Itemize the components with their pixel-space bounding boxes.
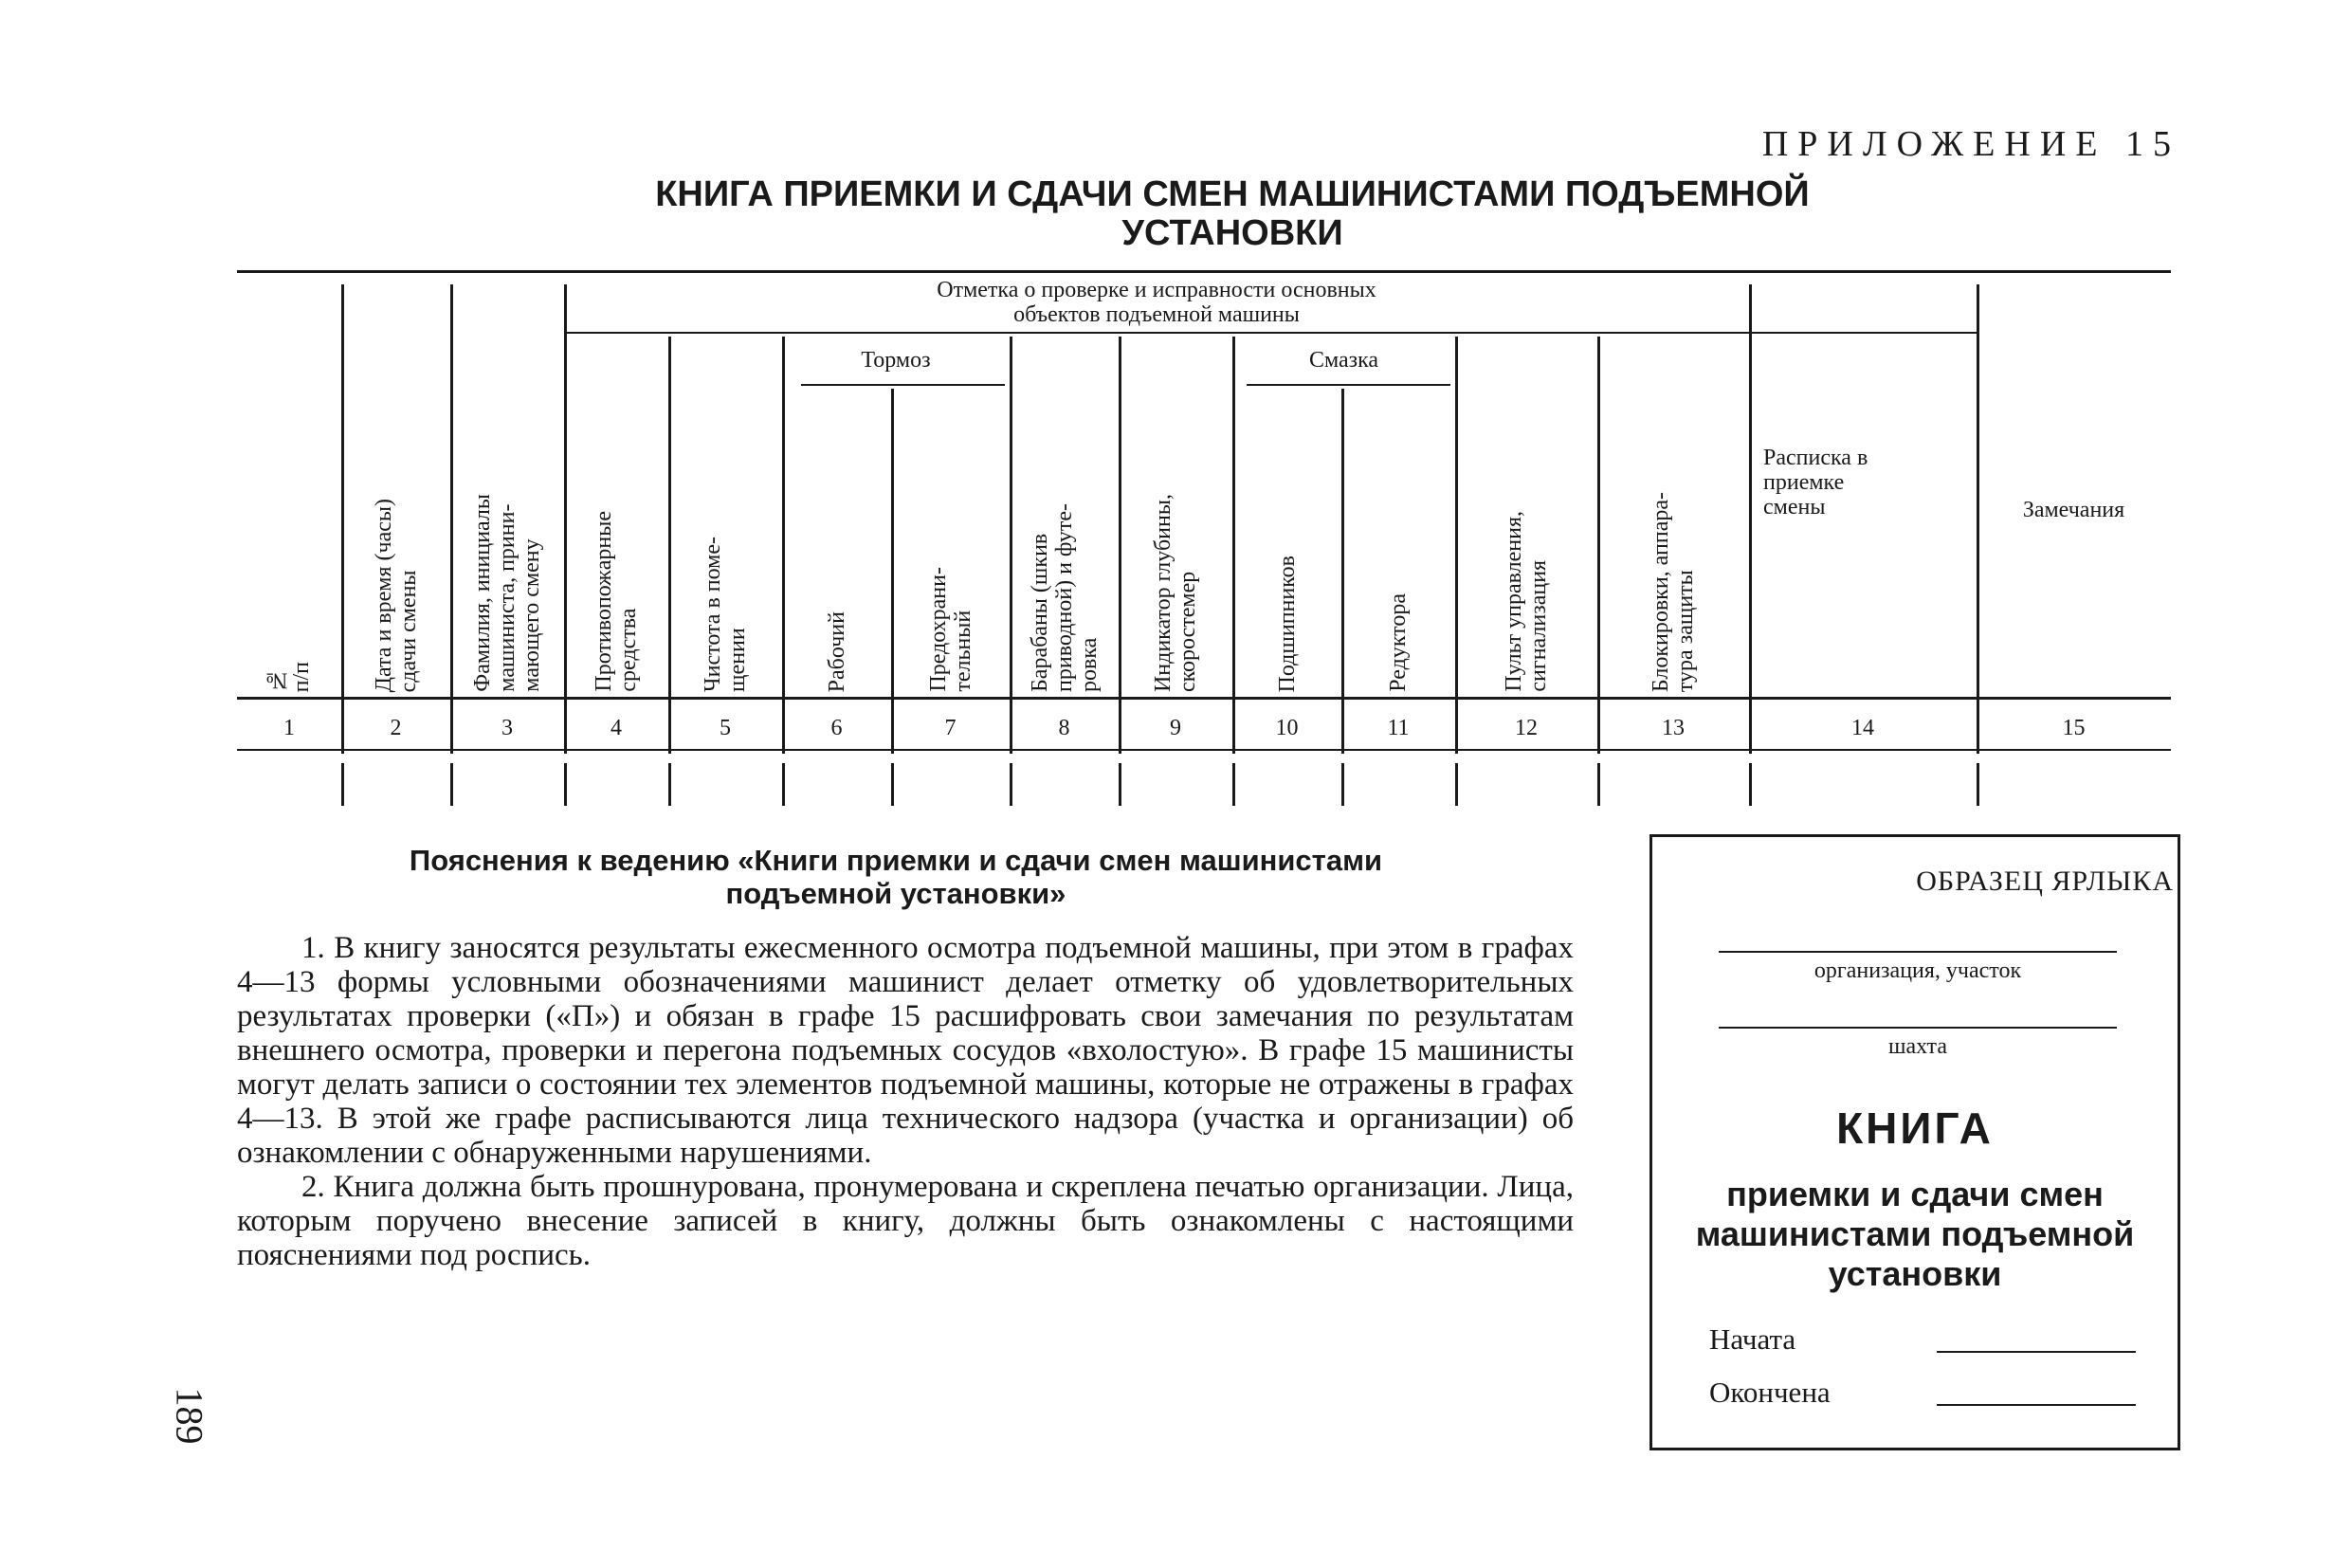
col-number-5: 5	[720, 716, 731, 740]
col-number-8: 8	[1058, 716, 1070, 740]
col-header-14: Расписка в приемке смены	[1763, 446, 1868, 520]
col-number-7: 7	[944, 716, 957, 740]
col-number-2: 2	[390, 716, 402, 740]
col-number-13: 13	[1662, 716, 1685, 740]
col-header-9: Индикатор глубины, скоростемер	[1151, 493, 1200, 692]
col-header-1: № п/п	[264, 661, 314, 692]
lubrication-group-header: Смазка	[1308, 348, 1379, 373]
col-number-1: 1	[283, 716, 295, 740]
col-number-12: 12	[1515, 716, 1538, 740]
col-number-6: 6	[830, 716, 843, 740]
col-header-6: Рабочий	[824, 611, 849, 692]
finished-label: Окончена	[1709, 1376, 1831, 1409]
mine-line	[1719, 1027, 2117, 1029]
col-header-13: Блокировки, аппара- тура защиты	[1649, 491, 1698, 692]
col-header-10: Подшипников	[1274, 555, 1300, 692]
col-number-9: 9	[1170, 716, 1181, 740]
col-header-5: Чистота в поме- щении	[701, 537, 750, 692]
brake-group-header: Тормоз	[861, 348, 931, 373]
explanation-paragraph-2: 2. Книга должна быть прошнурована, пронумерована и скреплена печатью организации. Лица, которым поручено внесение записей в книгу, должны быть ознакомлены с настоящими пояснениями под роспись.	[237, 1170, 1574, 1272]
col-number-15: 15	[2062, 716, 2086, 740]
col-number-3: 3	[501, 716, 513, 740]
title-line-2: УСТАНОВКИ	[1121, 213, 1343, 253]
explanations-section	[237, 844, 1574, 1272]
col-header-7: Предохрани- тельный	[925, 567, 975, 692]
col-number-10: 10	[1275, 716, 1299, 740]
col-header-2: Дата и время (часы) сдачи смены	[371, 498, 421, 692]
label-sample-box	[1649, 834, 2180, 1450]
col-header-12: Пульт управления, сигнализация	[1502, 511, 1551, 692]
col-number-11: 11	[1387, 716, 1410, 740]
col-header-15: Замечания	[2022, 498, 2125, 522]
explanations-title: Пояснения к ведению «Книги приемки и сдачи смен машинистами подъемной установки»	[409, 844, 1383, 910]
started-label: Начата	[1709, 1322, 1796, 1356]
shift-register-table	[237, 270, 2171, 811]
finished-line	[1937, 1404, 2136, 1406]
page-title	[379, 175, 2086, 253]
label-book-word: КНИГА	[1836, 1103, 1994, 1153]
inspection-group-header: Отметка о проверке и исправности основных объектов подъемной машины	[937, 278, 1376, 327]
mine-caption: шахта	[1888, 1034, 1947, 1059]
col-number-14: 14	[1851, 716, 1874, 740]
title-line-1: КНИГА ПРИЕМКИ И СДАЧИ СМЕН МАШИНИСТАМИ ПОДЪЕМНОЙ	[655, 174, 1810, 214]
label-book-subtitle: приемки и сдачи смен машинистами подъемной установки	[1695, 1175, 2135, 1293]
organization-line	[1719, 951, 2117, 953]
started-line	[1937, 1351, 2136, 1353]
label-sample-heading: ОБРАЗЕЦ ЯРЛЫКА	[1916, 866, 2174, 897]
col-header-11: Редуктора	[1386, 593, 1411, 692]
explanation-paragraph-1: 1. В книгу заносятся результаты ежесменного осмотра подъемной машины, при этом в графах 4—13 формы условными обозначениями машинист делает отметку об удовлетворительных результатах проверки («П») и обязан в графе 15 расшифровать свои замечания по результатам внешнего осмотра, проверки и перегона подъемных сосудов «вхолостую». В графе 15 машинисты могут делать записи о состоянии тех элементов подъемной машины, которые не отражены в графах 4—13. В этой же графе расписываются лица технического надзора (участка и организации) об ознакомлении с обнаруженными нарушениями.	[237, 931, 1574, 1170]
col-header-8: Барабаны (шкив приводной) и футе- ровка	[1027, 503, 1102, 692]
col-header-3: Фамилия, инициалы машиниста, прини- мающего смену	[470, 494, 544, 692]
appendix-label: ПРИЛОЖЕНИЕ 15	[1761, 124, 2180, 164]
organization-caption: организация, участок	[1813, 958, 2022, 983]
page-number: 189	[168, 1387, 211, 1445]
col-header-4: Противопожарные средства	[592, 511, 641, 692]
col-number-4: 4	[611, 716, 622, 740]
